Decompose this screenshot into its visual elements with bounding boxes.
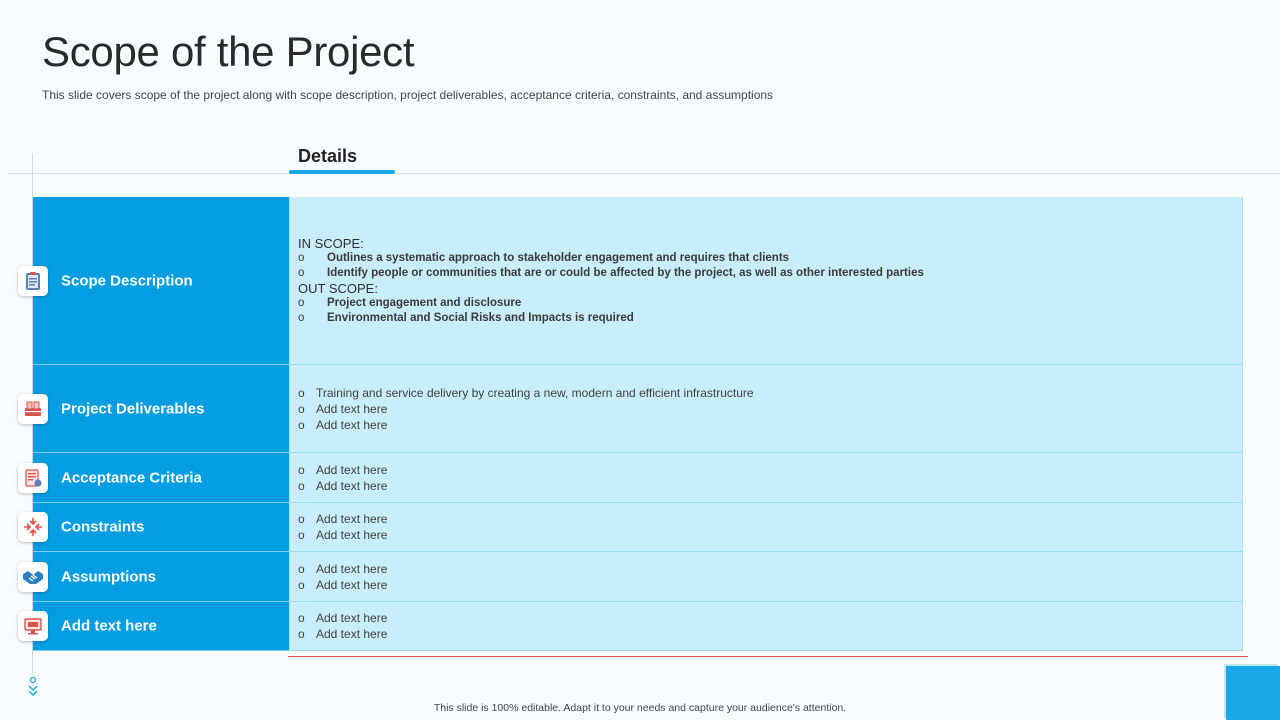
row-content — [289, 503, 1243, 552]
table-row — [33, 365, 1243, 453]
list-item: o Add text here — [298, 528, 388, 542]
handshake-icon — [18, 562, 48, 592]
converge-arrows-icon — [18, 512, 48, 542]
row-label: Assumptions — [61, 568, 157, 585]
row-label: Scope Description — [61, 272, 193, 289]
list-item: o Add text here — [298, 577, 388, 592]
list-item: o Add text here — [298, 561, 388, 576]
row-header — [33, 602, 289, 651]
list-item: o Add text here — [298, 611, 388, 625]
header-divider — [8, 173, 1280, 174]
table-row — [33, 453, 1243, 503]
details-underline — [289, 170, 395, 174]
row-label: Project Deliverables — [61, 400, 205, 417]
corner-accent — [1226, 666, 1280, 720]
list-item: o Environmental and Social Risks and Impacts is required — [298, 311, 634, 324]
table-row — [33, 503, 1243, 552]
list-item: o Identify people or communities that are or could be affected by the project, as well as other interested parties — [298, 266, 924, 279]
list-item: o Outlines a systematic approach to stakeholder engagement and requires that clients — [298, 251, 790, 264]
footer-note: This slide is 100% editable. Adapt it to your needs and capture your audience's attention. — [433, 702, 847, 714]
monitor-icon — [18, 611, 48, 641]
row-label: Add text here — [61, 617, 157, 635]
row-header — [33, 503, 289, 552]
row-header — [33, 197, 289, 365]
row-header — [33, 453, 289, 503]
page-subtitle: This slide covers scope of the project along with scope description, project deliverables, acceptance criteria, constraints, and assumptions — [42, 88, 774, 102]
scope-table — [33, 197, 1243, 651]
list-item: o Add text here — [298, 512, 388, 526]
list-item: o Add text here — [298, 478, 388, 493]
document-check-icon — [18, 463, 48, 493]
out-scope-heading: OUT SCOPE: — [298, 280, 378, 296]
row-label: Acceptance Criteria — [61, 469, 202, 486]
row-content — [289, 365, 1243, 453]
list-item: o Add text here — [298, 627, 388, 641]
row-content — [289, 453, 1243, 503]
in-scope-heading: IN SCOPE: — [298, 235, 364, 251]
bottom-divider — [288, 656, 1248, 657]
row-content — [289, 197, 1243, 365]
chevron-down-icon — [27, 676, 39, 700]
page-title: Scope of the Project — [42, 28, 415, 75]
list-item: o Add text here — [298, 417, 388, 432]
list-item: o Project engagement and disclosure — [298, 296, 522, 309]
table-row — [33, 552, 1243, 602]
row-label: Constraints — [61, 518, 145, 536]
toolbox-icon — [18, 394, 48, 424]
row-header — [33, 552, 289, 602]
list-item: o Add text here — [298, 462, 388, 477]
row-content — [289, 552, 1243, 602]
clipboard-icon — [18, 266, 48, 296]
list-item: o Add text here — [298, 401, 388, 416]
list-item: o Training and service delivery by creating a new, modern and efficient infrastructure — [298, 385, 754, 400]
row-content — [289, 602, 1243, 651]
table-row — [33, 197, 1243, 365]
table-row — [33, 602, 1243, 651]
row-header — [33, 365, 289, 453]
details-heading: Details — [298, 146, 358, 166]
